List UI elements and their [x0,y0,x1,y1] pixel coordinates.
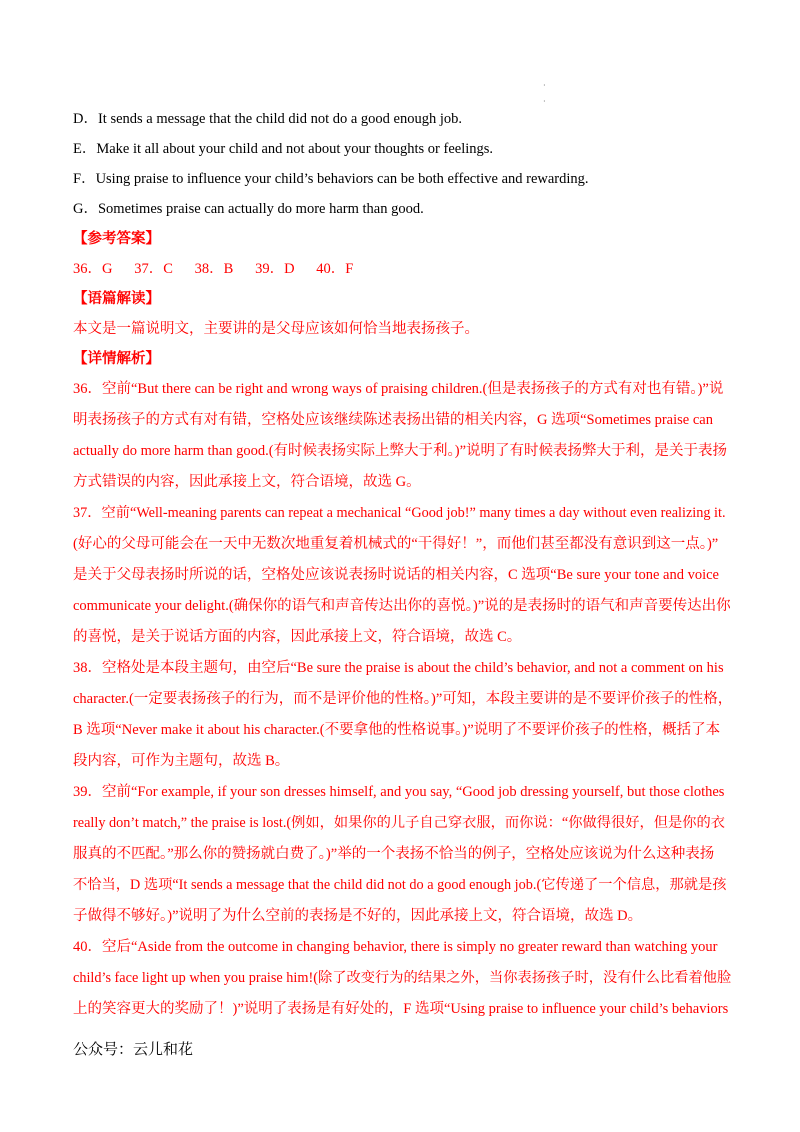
option-e: E．Make it all about your child and not about your thoughts or feelings. [73,141,494,157]
analysis-line: communicate your delight.(确保你的语气和声音传达出你的喜悦。)”说的是表扬时的语气和声音要传达出你 [73,598,731,614]
document-body [73,104,733,1025]
analysis-line: 40．空后“Aside from the outcome in changing behavior, there is simply no greater reward than watching your [73,939,718,955]
page-marks: · · [543,81,546,106]
analysis-39 [73,777,733,932]
analysis-36 [73,374,733,498]
answer-key: 36．G 37．C 38．B 39．D 40．F [73,261,354,277]
analysis-line: 段内容，可作为主题句，故选 B。 [73,753,290,769]
answer-heading: 【参考答案】 [73,231,160,247]
passage-heading: 【语篇解读】 [73,291,160,307]
option-f: F．Using praise to influence your child’s behaviors can be both effective and rewarding. [73,171,589,187]
analysis-line: actually do more harm than good.(有时候表扬实际上弊大于利。)”说明了有时候表扬弊大于利，是关于表扬 [73,443,728,459]
analysis-line: 37．空前“Well-meaning parents can repeat a mechanical “Good job!” many times a day without even realizing it. [73,505,726,521]
analysis-heading: 【详情解析】 [73,351,160,367]
analysis-line: (好心的父母可能会在一天中无数次地重复着机械式的“干得好！”，而他们甚至都没有意识到这一点。)” [73,536,719,552]
footer-account: 公众号：云儿和花 [73,1040,194,1058]
analysis-line: 方式错误的内容，因此承接上文，符合语境，故选 G。 [73,474,421,490]
analysis-line: 39．空前“For example, if your son dresses himself, and you say, “Good job dressing yourself, but those clothes [73,784,725,800]
option-d: D．It sends a message that the child did not do a good enough job. [73,111,463,127]
analysis-line: really don’t match,” the praise is lost.(例如，如果你的儿子自己穿衣服，而你说：“你做得很好，但是你的衣 [73,815,726,831]
analysis-line: 36．空前“But there can be right and wrong ways of praising children.(但是表扬孩子的方式有对也有错。)”说 [73,381,724,397]
passage-summary: 本文是一篇说明文，主要讲的是父母应该如何恰当地表扬孩子。 [73,321,479,337]
analysis-line: 子做得不够好。)”说明了为什么空前的表扬是不好的，因此承接上文，符合语境，故选 D。 [73,908,643,924]
analysis-line: 是关于父母表扬时所说的话，空格处应该说表扬时说话的相关内容，C 选项“Be sure your tone and voice [73,567,719,583]
analysis-38 [73,653,733,777]
analysis-line: B 选项“Never make it about his character.(不要拿他的性格说事。)”说明了不要评价孩子的性格，概括了本 [73,722,721,738]
analysis-line: 上的笑容更大的奖励了！)”说明了表扬是有好处的，F 选项“Using praise to influence your child’s behaviors [73,1001,729,1017]
option-g: G．Sometimes praise can actually do more harm than good. [73,201,424,217]
analysis-line: character.(一定要表扬孩子的行为，而不是评价他的性格。)”可知，本段主要讲的是不要评价孩子的性格， [73,691,733,707]
analysis-line: 不恰当，D 选项“It sends a message that the child did not do a good enough job.(它传递了一个信息，那就是孩 [73,877,727,893]
analysis-line: 明表扬孩子的方式有对有错，空格处应该继续陈述表扬出错的相关内容，G 选项“Sometimes praise can [73,412,713,428]
analysis-line: child’s face light up when you praise him!(除了改变行为的结果之外，当你表扬孩子时，没有什么比看着他脸 [73,970,732,986]
analysis-line: 的喜悦，是关于说话方面的内容，因此承接上文，符合语境，故选 C。 [73,629,522,645]
analysis-line: 服真的不匹配。”那么你的赞扬就白费了。)”举的一个表扬不恰当的例子，空格处应该说为什么这种表扬 [73,846,715,862]
analysis-40 [73,932,733,1025]
analysis-37 [73,498,733,653]
analysis-line: 38．空格处是本段主题句，由空后“Be sure the praise is about the child’s behavior, and not a comment on his [73,660,724,676]
